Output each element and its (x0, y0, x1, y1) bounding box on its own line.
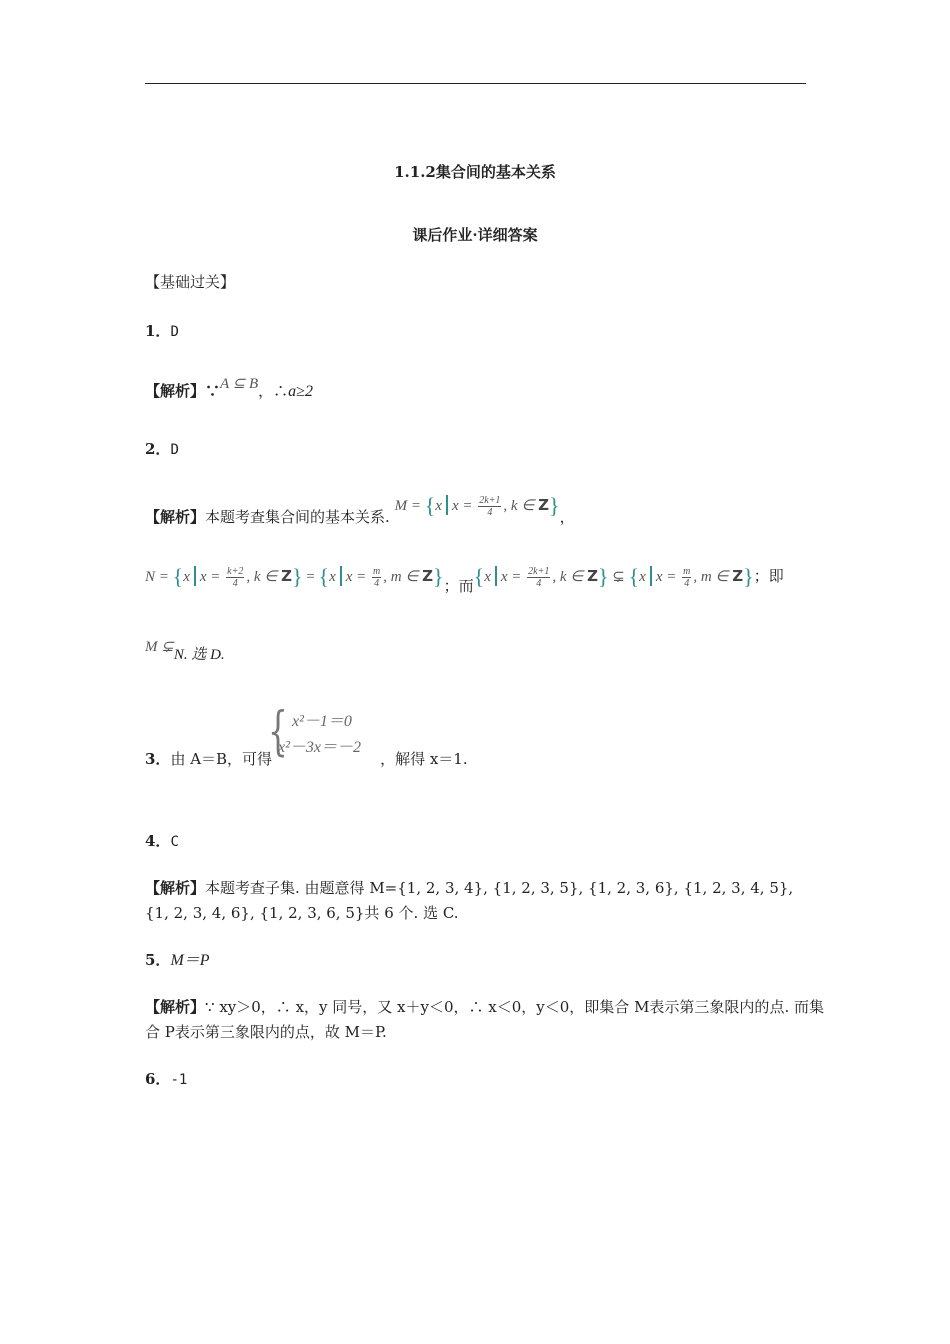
answer-number: 6． (145, 1070, 171, 1088)
formula-set-M: M = {x x = $\frac{2k+1}{4}$ , k ∈ Z} (394, 493, 560, 519)
equation-1: x²－1＝0 (292, 713, 352, 730)
equation-2: x²－3x＝－2 (278, 739, 362, 756)
answer-number: 2． (145, 440, 171, 458)
formula-set-N: N = {x x = $\frac{k+2}{4}$ , k ∈ Z} = {x x = $\frac{m}{4}$ , m ∈ Z} (145, 564, 444, 590)
formula-M-subset: M ⊊ (145, 639, 174, 655)
analysis-tag: 【解析】 (145, 508, 206, 526)
answer-number: 5． (145, 951, 171, 969)
answer-value: D (170, 442, 179, 458)
analysis-tag: 【解析】 (145, 998, 206, 1016)
analysis-4-line2: {1, 2, 3, 4, 6}, {1, 2, 3, 6, 5}共 6 个. 选 C. (145, 904, 459, 922)
answer-5 (145, 949, 210, 972)
analysis-5-line1: ∵ xy＞0，∴ x，y 同号，又 x＋y＜0，∴ x＜0，y＜0，即集合 M表示第三象限内的点. 而集 (205, 998, 824, 1016)
formula-subset-relation: {x x = $\frac{2k+1}{4}$ , k ∈ Z} ⊊ {x x = $\frac{m}{4}$ , m ∈ Z} (473, 564, 754, 590)
page-title: 1.1.2集合间的基本关系 (394, 163, 556, 181)
analysis-5-line2: 合 P表示第三象限内的点，故 M＝P. (145, 1023, 387, 1041)
answer-value: M＝P (170, 952, 210, 969)
analysis-2-cont (145, 562, 784, 600)
answer-3-text: 由 A＝B，可得 (170, 750, 273, 768)
answer-2 (145, 438, 179, 461)
analysis-1 (145, 373, 313, 403)
formula-result: a≥2 (288, 383, 313, 400)
answer-number: 4． (145, 832, 171, 850)
answer-number: 1． (145, 322, 171, 340)
answer-value: -1 (170, 1072, 188, 1088)
section-heading: 【基础过关】 (145, 273, 236, 291)
analysis-5 (145, 996, 824, 1018)
answer-3-result: ，解得 x＝1. (380, 750, 468, 768)
answer-1 (145, 320, 179, 343)
equation-system: { x²－1＝0 x²－3x＝－2 (268, 702, 362, 762)
answer-value: D (170, 324, 179, 340)
answer-value: C (170, 834, 179, 850)
connector-er: ；而 (443, 577, 474, 595)
connector-ji: ；即 (753, 567, 784, 585)
analysis-2: 【解析】本题考查集合间的基本关系. M = {x x = $\frac{2k+1}{4}$ , k ∈ Z}， (145, 493, 575, 526)
therefore-text: ，∴ (258, 382, 289, 400)
answer-number: 3． (145, 750, 171, 768)
header-rule (145, 83, 806, 84)
analysis-2-end (145, 636, 225, 666)
analysis-tag: 【解析】 (145, 382, 206, 400)
analysis-conclusion: N. 选 D. (173, 647, 225, 663)
formula-subset: A ⊆ B (220, 376, 259, 392)
page-subtitle: 课后作业·详细答案 (412, 226, 538, 244)
analysis-tag: 【解析】 (145, 879, 206, 897)
analysis-intro: 本题考查集合间的基本关系. (205, 508, 390, 526)
answer-3 (145, 748, 468, 770)
analysis-4-line1: 本题考查子集. 由题意得 M={1, 2, 3, 4}, {1, 2, 3, 5}, {1, 2, 3, 6}, {1, 2, 3, 4, 5}, (205, 879, 794, 897)
analysis-4 (145, 877, 793, 899)
because-symbol: ∵ (205, 382, 221, 400)
answer-6 (145, 1068, 187, 1091)
answer-4 (145, 830, 179, 853)
